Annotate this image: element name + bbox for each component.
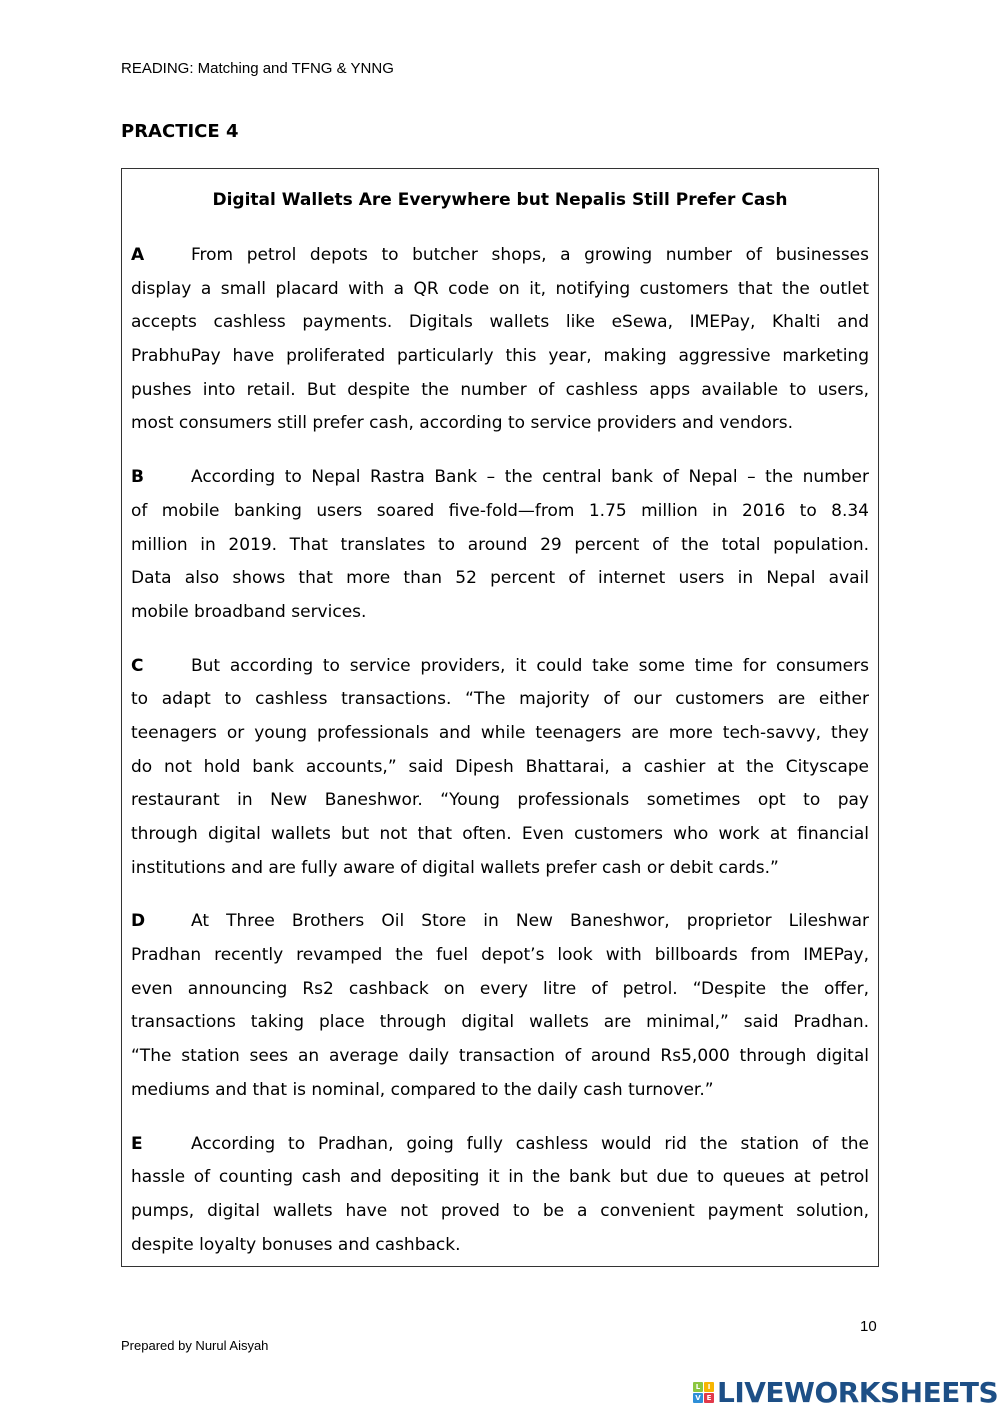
paragraph-line: [131, 905, 869, 939]
paragraph-line: [131, 529, 869, 563]
paragraph-line: [131, 784, 869, 818]
paragraph-line: [131, 562, 869, 596]
paragraph-line: [131, 1128, 869, 1162]
paragraph-letter: D: [131, 911, 146, 932]
line-text: From petrol depots to butcher shops, a growing number of businesses: [191, 245, 869, 265]
line-text: million in 2019. That translates to around 29 percent of the total population.: [131, 534, 869, 555]
line-text: pushes into retail. But despite the number of cashless apps available to users,: [131, 379, 869, 400]
paragraph-line: [131, 650, 869, 684]
page-number: 10: [860, 1318, 877, 1335]
section-heading: PRACTICE 4: [121, 121, 239, 142]
line-text: institutions and are fully aware of digital wallets prefer cash or debit cards.”: [131, 857, 779, 878]
paragraph-c: [131, 650, 869, 886]
paragraph-letter: B: [131, 467, 144, 488]
line-text: despite loyalty bonuses and cashback.: [131, 1234, 461, 1255]
logo-tile: V: [693, 1393, 703, 1403]
paragraph-line: [131, 461, 869, 495]
paragraph-d: [131, 905, 869, 1107]
paragraph-line: [131, 751, 869, 785]
line-text: According to Pradhan, going fully cashless would rid the station of the: [191, 1133, 869, 1154]
line-text: mediums and that is nominal, compared to the daily cash turnover.”: [131, 1079, 714, 1100]
paragraph-e: [131, 1128, 869, 1263]
paragraph-letter: E: [131, 1133, 143, 1154]
paragraph-line: [131, 717, 869, 751]
line-text: mobile broadband services.: [131, 601, 367, 622]
paragraph-line: [131, 1006, 869, 1040]
paragraph-a: [131, 239, 869, 441]
paragraph-line: [131, 1161, 869, 1195]
line-text: restaurant in New Baneshwor. “Young professionals sometimes opt to pay: [131, 790, 869, 811]
paragraph-line: [131, 374, 869, 408]
line-text: PrabhuPay have proliferated particularly this year, making aggressive marketing: [131, 346, 869, 367]
page-header: READING: Matching and TFNG & YNNG: [121, 60, 394, 77]
paragraph-line: [131, 683, 869, 717]
liveworksheets-logo: [693, 1376, 998, 1409]
paragraph-line: [131, 273, 869, 307]
line-text: pumps, digital wallets have not proved to be a convenient payment solution,: [131, 1200, 869, 1221]
line-text: display a small placard with a QR code on it, notifying customers that the outlet: [131, 278, 869, 299]
line-text: through digital wallets but not that often. Even customers who work at financial: [131, 824, 869, 844]
article-title: Digital Wallets Are Everywhere but Nepalis Still Prefer Cash: [212, 190, 788, 210]
paragraph-line: [131, 973, 869, 1007]
line-text: “The station sees an average daily transaction of around Rs5,000 through digital: [131, 1046, 869, 1067]
paragraph-letter: C: [131, 655, 144, 676]
paragraph-line: [131, 939, 869, 973]
line-text: transactions taking place through digital wallets are minimal,” said Pradhan.: [131, 1012, 869, 1033]
paragraph-line: [131, 1229, 869, 1263]
line-text: accepts cashless payments. Digitals wallets like eSewa, IMEPay, Khalti and: [131, 312, 869, 333]
paragraph-letter: A: [131, 245, 145, 265]
line-text: to adapt to cashless transactions. “The majority of our customers are either: [131, 689, 869, 710]
paragraph-b: [131, 461, 869, 629]
line-text: Pradhan recently revamped the fuel depot’s look with billboards from IMEPay,: [131, 945, 869, 966]
article-body: [131, 239, 869, 1282]
paragraph-line: [131, 1074, 869, 1108]
paragraph-line: [131, 818, 869, 852]
paragraph-line: [131, 1195, 869, 1229]
line-text: According to Nepal Rastra Bank – the central bank of Nepal – the number: [191, 467, 869, 488]
logo-tile: I: [704, 1382, 714, 1392]
line-text: teenagers or young professionals and while teenagers are more tech-savvy, they: [131, 722, 869, 743]
paragraph-line: [131, 340, 869, 374]
paragraph-line: [131, 495, 869, 529]
logo-text: LIVEWORKSHEETS: [717, 1376, 999, 1409]
paragraph-line: [131, 596, 869, 630]
paragraph-line: [131, 852, 869, 886]
paragraph-line: [131, 407, 869, 441]
line-text: Data also shows that more than 52 percent of internet users in Nepal avail: [131, 568, 869, 589]
line-text: But according to service providers, it could take some time for consumers: [191, 655, 869, 676]
line-text: hassle of counting cash and depositing it in the bank but due to queues at petrol: [131, 1167, 869, 1188]
logo-tile: E: [704, 1393, 714, 1403]
footer-author: Prepared by Nurul Aisyah: [121, 1338, 269, 1353]
line-text: At Three Brothers Oil Store in New Baneshwor, proprietor Lileshwar: [191, 911, 869, 932]
logo-tiles-icon: [693, 1382, 714, 1403]
logo-tile: L: [693, 1382, 703, 1392]
line-text: of mobile banking users soared five-fold—from 1.75 million in 2016 to 8.34: [131, 500, 869, 521]
article-box: [121, 168, 879, 1267]
paragraph-line: [131, 1040, 869, 1074]
line-text: even announcing Rs2 cashback on every litre of petrol. “Despite the offer,: [131, 978, 869, 999]
line-text: most consumers still prefer cash, according to service providers and vendors.: [131, 413, 793, 434]
paragraph-line: [131, 239, 869, 273]
paragraph-line: [131, 306, 869, 340]
line-text: do not hold bank accounts,” said Dipesh Bhattarai, a cashier at the Cityscape: [131, 756, 869, 777]
